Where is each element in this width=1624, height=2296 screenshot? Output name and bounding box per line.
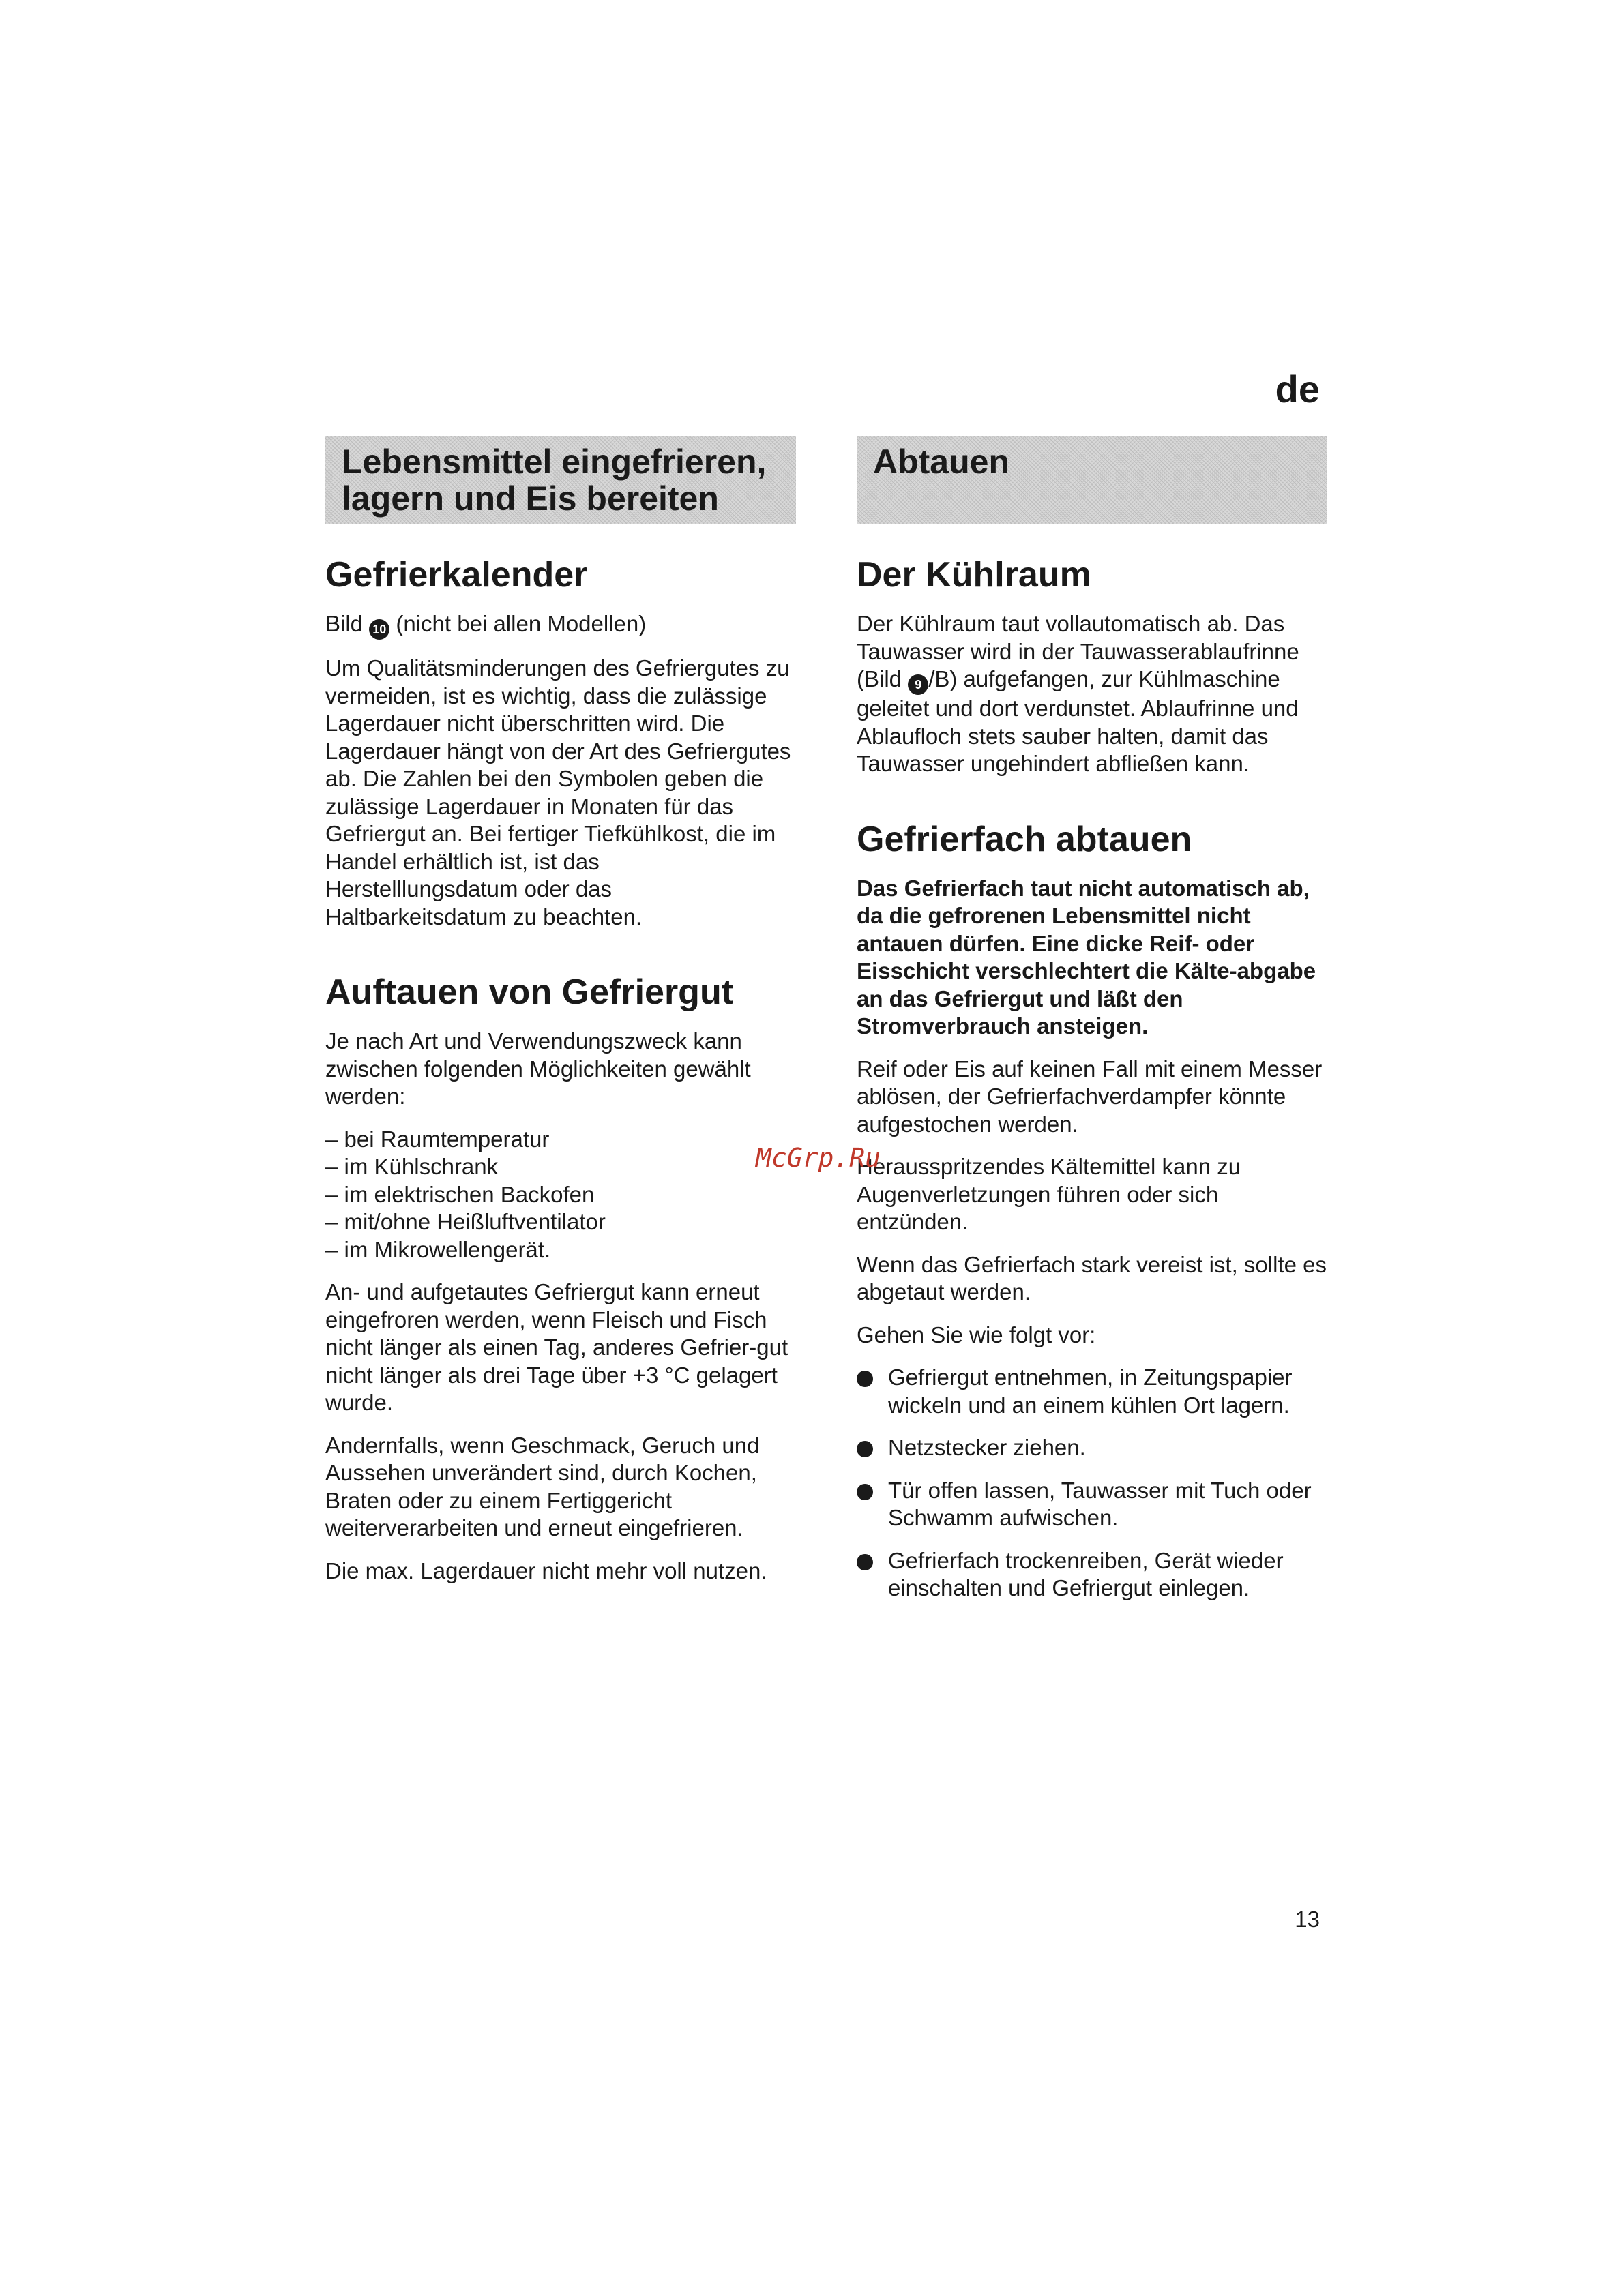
list-item: – im Kühlschrank	[325, 1153, 796, 1181]
watermark: McGrp.Ru	[756, 1143, 881, 1173]
bullet-icon	[857, 1441, 873, 1457]
list-item: – mit/ohne Heißluftventilator	[325, 1208, 796, 1236]
section-banner-freeze	[325, 436, 796, 524]
paragraph-procedure-intro: Gehen Sie wie folgt vor:	[857, 1322, 1096, 1347]
paragraph-no-knife: Reif oder Eis auf keinen Fall mit einem Messer ablösen, der Gefrierfachverdampfer könnte aufgestochen werden.	[857, 1056, 1323, 1137]
paragraph-otherwise: Andernfalls, wenn Geschmack, Geruch und Aussehen unverändert sind, durch Kochen, Braten oder zu einem Fertiggericht weiterverarbeiten und erneut eingefrieren.	[325, 1432, 760, 1540]
paragraph-max-storage: Die max. Lagerdauer nicht mehr voll nutzen.	[325, 1557, 767, 1583]
bullet-icon	[857, 1371, 873, 1387]
right-column	[857, 436, 1327, 1617]
figure-number-badge: 10	[369, 619, 389, 640]
bullet-icon	[857, 1484, 873, 1500]
paragraph-auftauen-intro: Je nach Art und Verwendungszweck kann zwischen folgenden Möglichkeiten gewählt werden:	[325, 1028, 751, 1109]
list-item: – bei Raumtemperatur	[325, 1126, 796, 1154]
banner-title: Abtauen	[873, 443, 1009, 481]
heading-gefrierfach-abtauen: Gefrierfach abtauen	[857, 819, 1192, 859]
figure-number-badge: 9	[908, 674, 928, 695]
list-item: Netzstecker ziehen.	[857, 1434, 1327, 1462]
paragraph-warning-bold: Das Gefrierfach taut nicht automatisch ab, da die gefrorenen Lebensmittel nicht antauen dürfen. Eine dicke Reif- oder Eisschicht verschlechtert die Kälte-abgabe an das Gefriergut und läßt den Stromverbrauch ansteigen.	[857, 875, 1316, 1039]
heading-auftauen: Auftauen von Gefriergut	[325, 972, 734, 1012]
paragraph-gefrierkalender: Um Qualitätsminderungen des Gefriergutes zu vermeiden, ist es wichtig, dass die zulässige Lagerdauer nicht überschritten wird. Die Lagerdauer hängt von der Art des Gefriergutes ab. Die Zahlen bei den Symbolen geben die zulässige Lagerdauer in Monaten für das Gefriergut an. Bei fertiger Tiefkühlkost, die im Handel erhältlich ist, ist das Herstelllungsdatum oder das Haltbarkeitsdatum zu beachten.	[325, 655, 791, 929]
list-item: – im Mikrowellengerät.	[325, 1236, 796, 1264]
paragraph-kuehlraum: Der Kühlraum taut vollautomatisch ab. Das Tauwasser wird in der Tauwasserablaufrinne (Bild 9 /B) aufgefangen, zur Kühlmaschine geleitet und dort verdunstet. Ablaufrinne und Ablaufloch stets sauber halten, damit das Tauwasser ungehindert abfließen kann.	[857, 611, 1299, 776]
figure-reference: Bild 10 (nicht bei allen Modellen)	[325, 610, 796, 640]
paragraph-refrigerant: Herausspritzendes Kältemittel kann zu Augenverletzungen führen oder sich entzünden.	[857, 1154, 1241, 1234]
paragraph-refreeze: An- und aufgetautes Gefriergut kann erneut eingefroren werden, wenn Fleisch und Fisch nicht länger als einen Tag, anderes Gefrier-gut nicht länger als drei Tage über +3 °C gelagert wurde.	[325, 1279, 788, 1415]
bullet-icon	[857, 1554, 873, 1570]
banner-line-2: lagern und Eis bereiten	[342, 479, 719, 518]
page-number: 13	[1295, 1907, 1320, 1932]
list-item: – im elektrischen Backofen	[325, 1181, 796, 1209]
left-column	[325, 436, 796, 1600]
list-item: Gefriergut entnehmen, in Zeitungspapier wickeln und an einem kühlen Ort lagern.	[857, 1364, 1327, 1419]
banner-line-1: Lebensmittel eingefrieren,	[342, 443, 767, 481]
section-banner-defrost	[857, 436, 1327, 524]
heading-gefrierkalender: Gefrierkalender	[325, 555, 588, 595]
language-tag: de	[1275, 368, 1320, 411]
defrost-steps-list	[857, 1364, 1327, 1602]
thaw-options-list	[325, 1126, 796, 1264]
heading-kuehlraum: Der Kühlraum	[857, 555, 1091, 595]
paragraph-when-defrost: Wenn das Gefrierfach stark vereist ist, sollte es abgetaut werden.	[857, 1251, 1327, 1304]
list-item: Gefrierfach trockenreiben, Gerät wieder einschalten und Gefriergut einlegen.	[857, 1547, 1327, 1602]
list-item: Tür offen lassen, Tauwasser mit Tuch oder Schwamm aufwischen.	[857, 1477, 1327, 1532]
